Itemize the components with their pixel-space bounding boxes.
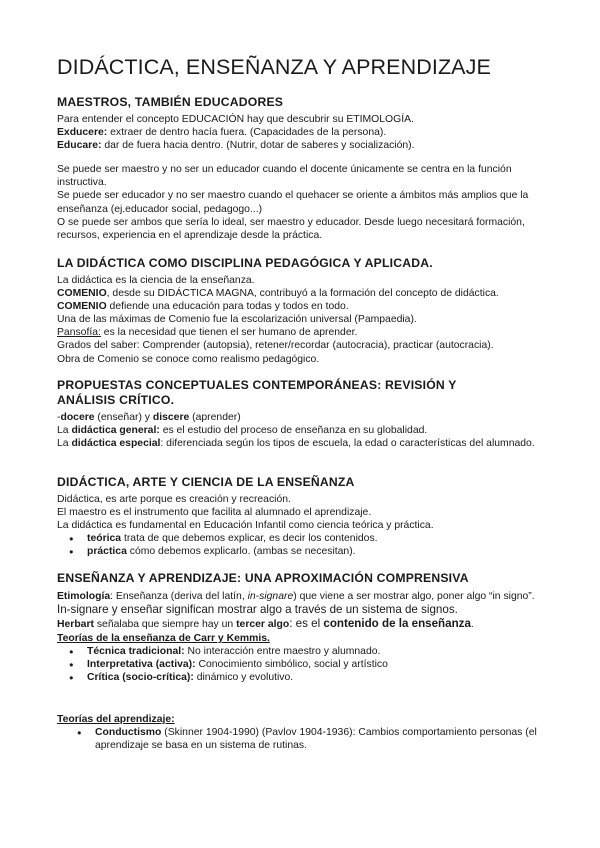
text: trata de que debemos explicar, es decir los contenidos. [121,533,378,545]
paragraph [57,617,549,632]
text: defiende una educación para todas y todos en todo. [106,301,349,313]
text: : es el [289,617,324,631]
text: ) que viene a ser mostrar algo, poner algo “in signo”. [293,591,535,602]
paragraph [57,326,549,339]
section-heading: ENSEÑANZA Y APRENDIZAJE: UNA APROXIMACIÓN COMPRENSIVA [57,571,469,585]
term: Crítica (socio-crítica): [87,672,194,684]
term: COMENIO [57,301,107,313]
paragraph [57,287,549,300]
term: didáctica general: [71,425,160,437]
term: docere [60,412,95,423]
text: : diferenciada según los tipos de escuela, la edad o características del alumnado. [160,438,535,450]
section-heading: DIDÁCTICA, ARTE Y CIENCIA DE LA ENSEÑANZA [57,475,355,489]
latin-term: in-signare [247,591,294,602]
text: dinámico y evolutivo. [193,672,294,684]
paragraph: Obra de Comenio se conoce como realismo pedagógico. [57,353,320,365]
text: (enseñar) y [94,412,153,423]
paragraph: Se puede ser educador y no ser maestro cuando el quehacer se oriente a ámbitos más amplios que la enseñanza (ej.educador social, pedagogo...) [57,190,529,215]
section-propuestas [57,378,549,450]
text: , desde su DIDÁCTICA MAGNA, contribuyó a la formación del concepto de didáctica. [106,288,499,300]
text: es la necesidad que tienen el ser humano de aprender. [100,327,358,339]
term: COMENIO [57,288,107,300]
term: contenido de la enseñanza [323,617,471,631]
term: didáctica especial [71,438,161,450]
paragraph [57,589,549,617]
bullet-list [57,726,549,752]
paragraph: Didáctica, es arte porque es creación y recreación. [57,494,291,505]
term: discere [152,412,190,423]
term: Interpretativa (activa): [87,659,196,671]
text: es el estudio del proceso de enseñanza en su globalidad. [159,425,428,437]
section-heading: MAESTROS, TAMBIÉN EDUCADORES [57,95,284,109]
section-didactica-disciplina [57,256,549,366]
paragraph: La didáctica es fundamental en Educación Infantil como ciencia teórica y práctica. [57,520,434,532]
section-arte-ciencia [57,475,549,558]
section-teorias-aprendizaje [57,713,549,752]
text: . [470,619,474,631]
text: (Skinner 1904-1990) (Pavlov 1904-1936): Cambios comportamiento personas (el aprendizaje se basa en un sistema de rutinas. [95,727,537,752]
paragraph: El maestro es el instrumento que facilita al alumnado el aprendizaje. [57,507,372,519]
text: In-signare y enseñar significan mostrar algo a través de un sistema de signos. [57,603,458,617]
definition: dar de fuera hacia dentro. (Nutrir, dotar de saberes y socialización). [101,140,415,152]
section-heading: PROPUESTAS CONCEPTUALES CONTEMPORÁNEAS: REVISIÓN Y ANÁLISIS CRÍTICO. [57,378,457,407]
paragraph [57,126,549,139]
term: Herbart [57,619,94,631]
definition: extraer de dentro hacía fuera. (Capacidades de la persona). [107,127,387,139]
term: práctica [87,546,127,558]
section-ensenanza-aprendizaje [57,571,549,685]
paragraph: Una de las máximas de Comenio fue la escolarización universal (Pampaedia). [57,314,417,326]
section-maestros [57,95,549,242]
paragraph [57,300,549,313]
term: Pansofía: [57,327,101,339]
text: La [57,425,72,437]
text: No interacción entre maestro y alumnado. [184,646,381,658]
paragraph: Se puede ser maestro y no ser un educador cuando el docente únicamente se centra en la función instructiva. [57,164,512,189]
text: (aprender) [189,412,241,423]
term: Técnica tradicional: [87,646,185,658]
section-heading: LA DIDÁCTICA COMO DISCIPLINA PEDAGÓGICA Y APLICADA. [57,256,433,270]
document-title: DIDÁCTICA, ENSEÑANZA Y APRENDIZAJE [57,55,491,79]
term: Educare: [57,140,102,152]
list-item [87,658,549,671]
text: señalaba que siempre hay un [93,619,237,631]
text: La [57,438,72,450]
term: Exducere: [57,127,108,139]
paragraph: O se puede ser ambos que sería lo ideal, ser maestro y educador. Desde luego necesitará formación, recursos, experiencia en el aprendizaje desde la práctica. [57,216,525,241]
term: tercer algo [236,619,290,631]
paragraph [57,139,549,152]
subheading: Teorías de la enseñanza de Carr y Kemmis. [57,633,270,645]
text: : Enseñanza (deriva del latín, [110,591,248,602]
term: Conductismo [95,727,162,739]
subheading: Teorías del aprendizaje: [57,714,175,725]
term: teórica [87,533,122,545]
text: - [57,412,61,423]
term: Etimología [57,591,111,602]
list-item [87,645,549,658]
list-item [95,726,549,752]
list-item [87,532,549,545]
text: cómo debemos explicarlo. (ambas se necesitan). [126,546,356,558]
paragraph [57,424,549,437]
paragraph: Grados del saber: Comprender (autopsia), retener/recordar (autocracia), practicar (autocracia). [57,340,494,352]
text: Conocimiento simbólico, social y artístico [195,659,388,671]
bullet-list [57,645,549,684]
paragraph: La didáctica es la ciencia de la enseñanza. [57,275,255,286]
list-item [87,671,549,684]
paragraph [57,437,549,450]
list-item [87,545,549,558]
paragraph: Para entender el concepto EDUCACIÓN hay que descubrir su ETIMOLOGÍA. [57,114,414,125]
paragraph [57,411,549,424]
bullet-list [57,532,549,558]
